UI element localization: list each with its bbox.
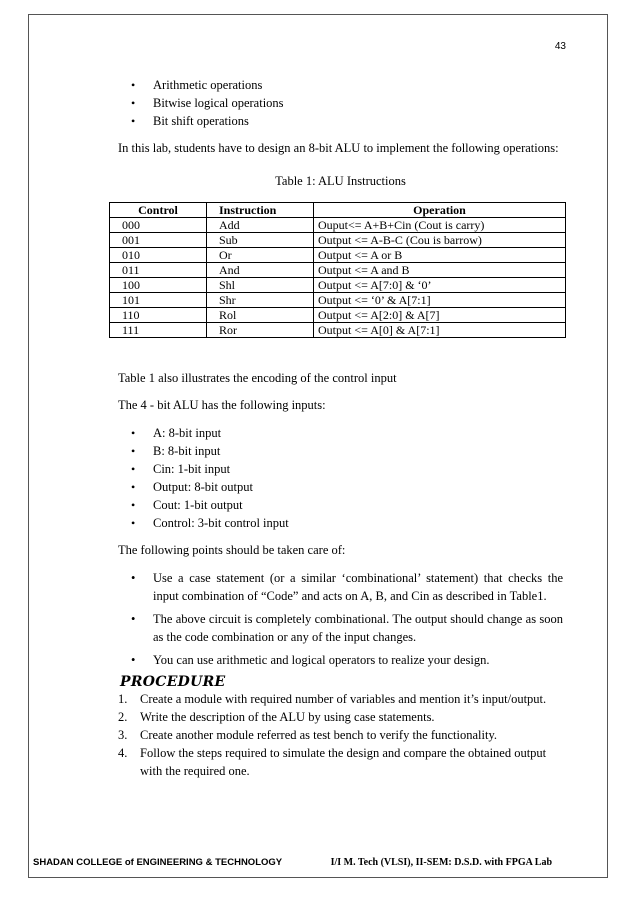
list-item: • Cin: 1-bit input bbox=[131, 460, 289, 478]
step-number: 1. bbox=[118, 692, 128, 706]
intro-paragraph: In this lab, students have to design an 8-bit ALU to implement the following operations: bbox=[118, 141, 559, 155]
cell-operation: Output <= A[7:0] & ‘0’ bbox=[314, 278, 566, 293]
table-row bbox=[110, 308, 566, 323]
inputs-list bbox=[131, 424, 289, 532]
list-item: • The above circuit is completely combinational. The output should change as soon as the code combination or any of the input changes. bbox=[131, 610, 563, 646]
table-row bbox=[110, 293, 566, 308]
cell-operation: Ouput<= A+B+Cin (Cout is carry) bbox=[314, 218, 566, 233]
list-item: • Bit shift operations bbox=[131, 112, 284, 130]
cell-control: 100 bbox=[110, 278, 207, 293]
footer-college-name: SHADAN COLLEGE of ENGINEERING & TECHNOLOGY bbox=[33, 857, 283, 868]
care-points-list bbox=[131, 569, 563, 674]
cell-instruction: Shl bbox=[207, 278, 314, 293]
table-row bbox=[110, 248, 566, 263]
cell-instruction: Or bbox=[207, 248, 314, 263]
alu-instructions-table bbox=[109, 202, 566, 338]
operations-list bbox=[131, 76, 284, 130]
procedure-heading: PROCEDURE bbox=[120, 674, 226, 690]
step-text: Write the description of the ALU by using case statements. bbox=[140, 710, 435, 724]
cell-operation: Output <= A or B bbox=[314, 248, 566, 263]
encoding-note: Table 1 also illustrates the encoding of the control input bbox=[118, 371, 397, 385]
table-row bbox=[110, 218, 566, 233]
step-text: Follow the steps required to simulate the design and compare the obtained output with the required one. bbox=[140, 746, 547, 778]
header-operation: Operation bbox=[314, 203, 566, 218]
list-item bbox=[118, 708, 563, 726]
list-item: • A: 8-bit input bbox=[131, 424, 289, 442]
header-instruction: Instruction bbox=[207, 203, 314, 218]
step-number: 3. bbox=[118, 728, 128, 742]
cell-instruction: Sub bbox=[207, 233, 314, 248]
cell-operation: Output <= A-B-C (Cou is barrow) bbox=[314, 233, 566, 248]
cell-instruction: Add bbox=[207, 218, 314, 233]
list-item: • B: 8-bit input bbox=[131, 442, 289, 460]
cell-operation: Output <= ‘0’ & A[7:1] bbox=[314, 293, 566, 308]
table-row bbox=[110, 263, 566, 278]
table-row bbox=[110, 278, 566, 293]
cell-control: 111 bbox=[110, 323, 207, 338]
list-item: • Cout: 1-bit output bbox=[131, 496, 289, 514]
list-item: • Bitwise logical operations bbox=[131, 94, 284, 112]
cell-control: 110 bbox=[110, 308, 207, 323]
table-caption: Table 1: ALU Instructions bbox=[275, 174, 406, 188]
cell-instruction: And bbox=[207, 263, 314, 278]
cell-control: 101 bbox=[110, 293, 207, 308]
list-item bbox=[118, 726, 563, 744]
cell-control: 010 bbox=[110, 248, 207, 263]
step-number: 2. bbox=[118, 710, 128, 724]
list-item bbox=[118, 744, 563, 780]
cell-instruction: Ror bbox=[207, 323, 314, 338]
footer-course-info: I/I M. Tech (VLSI), II-SEM: D.S.D. with FPGA Lab bbox=[330, 857, 552, 868]
step-number: 4. bbox=[118, 746, 128, 760]
step-text: Create another module referred as test bench to verify the functionality. bbox=[140, 728, 498, 742]
table-row bbox=[110, 233, 566, 248]
page-number: 43 bbox=[554, 41, 566, 52]
list-item: • You can use arithmetic and logical operators to realize your design. bbox=[131, 651, 563, 669]
inputs-intro: The 4 - bit ALU has the following inputs: bbox=[118, 398, 326, 412]
cell-control: 011 bbox=[110, 263, 207, 278]
table-row bbox=[110, 323, 566, 338]
header-control: Control bbox=[110, 203, 207, 218]
cell-control: 000 bbox=[110, 218, 207, 233]
list-item: • Use a case statement (or a similar ‘combinational’ statement) that checks the input combination of “Code” and acts on A, B, and Cin as described in Table1. bbox=[131, 569, 563, 605]
cell-instruction: Rol bbox=[207, 308, 314, 323]
list-item: • Output: 8-bit output bbox=[131, 478, 289, 496]
list-item: • Control: 3-bit control input bbox=[131, 514, 289, 532]
cell-instruction: Shr bbox=[207, 293, 314, 308]
cell-control: 001 bbox=[110, 233, 207, 248]
care-intro: The following points should be taken care of: bbox=[118, 543, 346, 557]
cell-operation: Output <= A[2:0] & A[7] bbox=[314, 308, 566, 323]
procedure-steps bbox=[118, 690, 563, 780]
list-item bbox=[118, 690, 563, 708]
step-text: Create a module with required number of variables and mention it’s input/output. bbox=[140, 692, 547, 706]
cell-operation: Output <= A[0] & A[7:1] bbox=[314, 323, 566, 338]
table-header-row bbox=[110, 203, 566, 218]
list-item: • Arithmetic operations bbox=[131, 76, 284, 94]
cell-operation: Output <= A and B bbox=[314, 263, 566, 278]
